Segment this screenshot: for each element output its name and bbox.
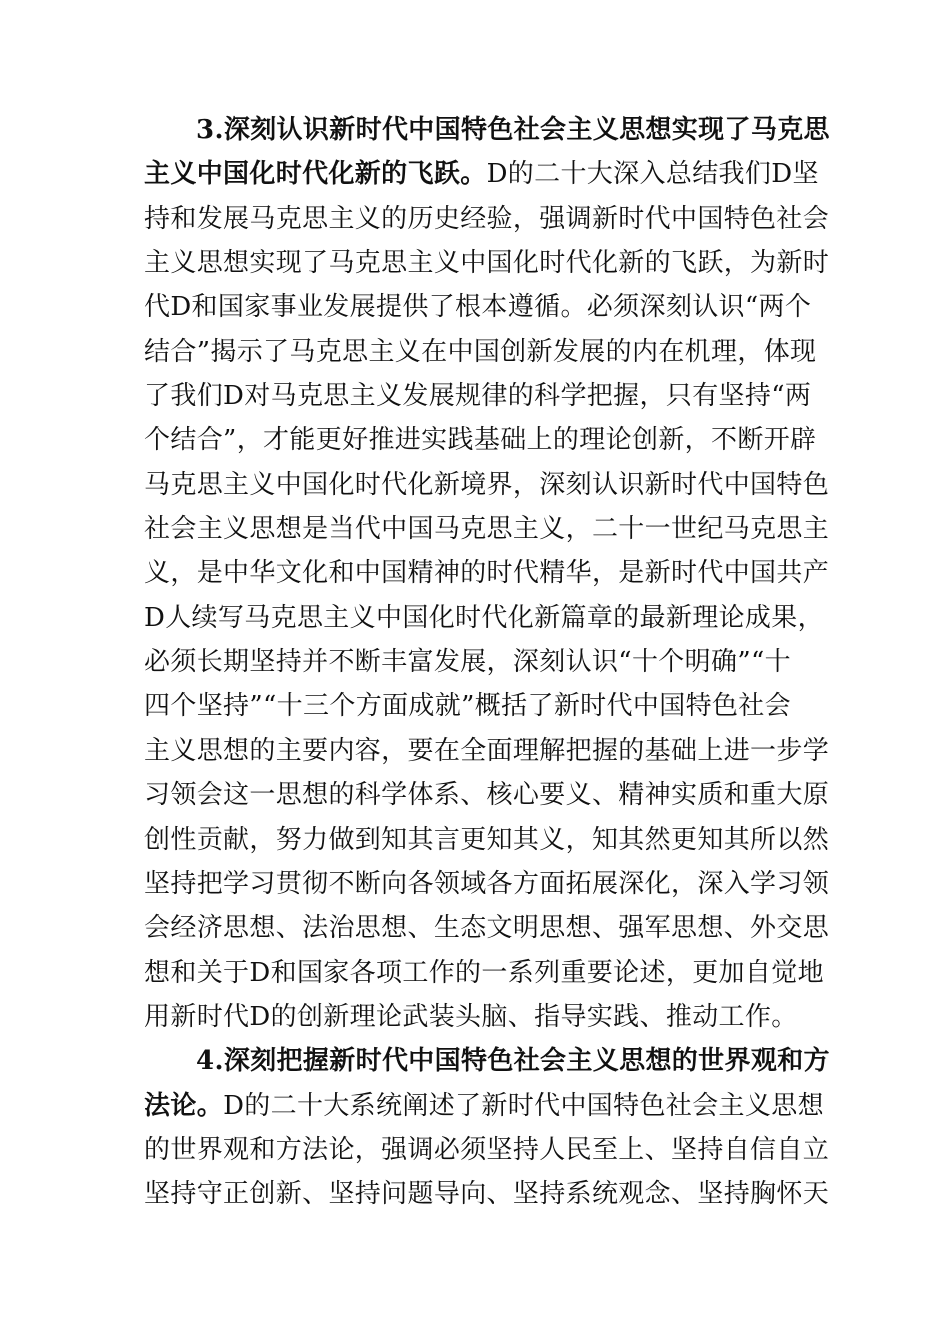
paragraph-1-line-14 — [144, 684, 812, 728]
line-text: 坚持把学习贯彻不断向各领域各方面拓展深化，深入学习领 — [144, 868, 830, 899]
line-text: 社会主义思想是当代中国马克思主义，二十一世纪马克思主 — [144, 514, 830, 545]
paragraph-2-line-3 — [144, 1128, 830, 1172]
line-text: D的二十大系统阐述了新时代中国特色社会主义思想 — [223, 1090, 824, 1121]
line-text: 结合”揭示了马克思主义在中国创新发展的内在机理，体现 — [144, 336, 817, 367]
line-text: D的二十大深入总结我们D坚 — [486, 159, 819, 190]
line-text: 了我们D对马克思主义发展规律的科学把握，只有坚持“两 — [144, 381, 812, 412]
paragraph-1-line-5 — [144, 285, 812, 329]
paragraph-1-line-2 — [144, 152, 819, 196]
line-text: 的世界观和方法论，强调必须坚持人民至上、坚持自信自立 — [144, 1134, 830, 1165]
line-text: 马克思主义中国化时代化新境界，深刻认识新时代中国特色 — [144, 469, 830, 500]
line-text: 个结合”，才能更好推进实践基础上的理论创新，不断开辟 — [144, 425, 817, 456]
paragraph-1-line-6 — [144, 330, 817, 374]
paragraph-1-line-13 — [144, 640, 812, 684]
line-text: 习领会这一思想的科学体系、核心要义、精神实质和重大原 — [144, 780, 830, 811]
paragraph-1-line-1 — [144, 108, 830, 152]
line-text: 代D和国家事业发展提供了根本遵循。必须深刻认识“两个 — [144, 292, 812, 323]
paragraph-1-line-8 — [144, 418, 817, 462]
paragraph-2-line-1 — [144, 1039, 830, 1083]
line-text: 用新时代D的创新理论武装头脑、指导实践、推动工作。 — [144, 1001, 798, 1032]
line-text: 持和发展马克思主义的历史经验，强调新时代中国特色社会 — [144, 203, 830, 234]
paragraph-1-line-20 — [144, 951, 824, 995]
paragraph-1-line-9 — [144, 463, 830, 507]
line-text: 想和关于D和国家各项工作的一系列重要论述，更加自觉地 — [144, 957, 824, 988]
paragraph-1-line-21 — [144, 995, 812, 1039]
paragraph-1-line-12 — [144, 596, 824, 640]
line-text: 主义思想实现了马克思主义中国化时代化新的飞跃，为新时 — [144, 248, 830, 279]
paragraph-1-line-17 — [144, 818, 830, 862]
paragraph-1-line-15 — [144, 729, 830, 773]
line-text: 会经济思想、法治思想、生态文明思想、强军思想、外交思 — [144, 913, 830, 944]
paragraph-1-line-11 — [144, 551, 830, 595]
paragraph-2-line-2 — [144, 1084, 824, 1128]
paragraph-2-line-4 — [144, 1172, 830, 1216]
section-4-heading: 4.深刻把握新时代中国特色社会主义思想的世界观和方 — [196, 1046, 830, 1077]
paragraph-1-line-18 — [144, 862, 830, 906]
section-3-heading: 3.深刻认识新时代中国特色社会主义思想实现了马克思 — [196, 115, 830, 145]
document-body — [144, 108, 830, 1217]
section-3-heading-cont: 主义中国化时代化新的飞跃。 — [144, 159, 487, 190]
line-text: 主义思想的主要内容，要在全面理解把握的基础上进一步学 — [144, 735, 830, 766]
line-text: 四个坚持”“十三个方面成就”概括了新时代中国特色社会 — [144, 691, 791, 722]
paragraph-1-line-16 — [144, 773, 830, 817]
paragraph-1-line-10 — [144, 507, 830, 551]
section-4-heading-cont: 法论。 — [144, 1090, 224, 1121]
paragraph-1-line-19 — [144, 906, 830, 950]
paragraph-1-line-3 — [144, 197, 830, 241]
line-text: 必须长期坚持并不断丰富发展，深刻认识“十个明确”“十 — [144, 647, 791, 678]
line-text: D人续写马克思主义中国化时代化新篇章的最新理论成果， — [144, 602, 824, 633]
line-text: 坚持守正创新、坚持问题导向、坚持系统观念、坚持胸怀天 — [144, 1179, 830, 1210]
line-text: 创性贡献，努力做到知其言更知其义，知其然更知其所以然 — [144, 824, 830, 855]
paragraph-1-line-4 — [144, 241, 830, 285]
line-text: 义，是中华文化和中国精神的时代精华，是新时代中国共产 — [144, 558, 830, 589]
paragraph-1-line-7 — [144, 374, 812, 418]
